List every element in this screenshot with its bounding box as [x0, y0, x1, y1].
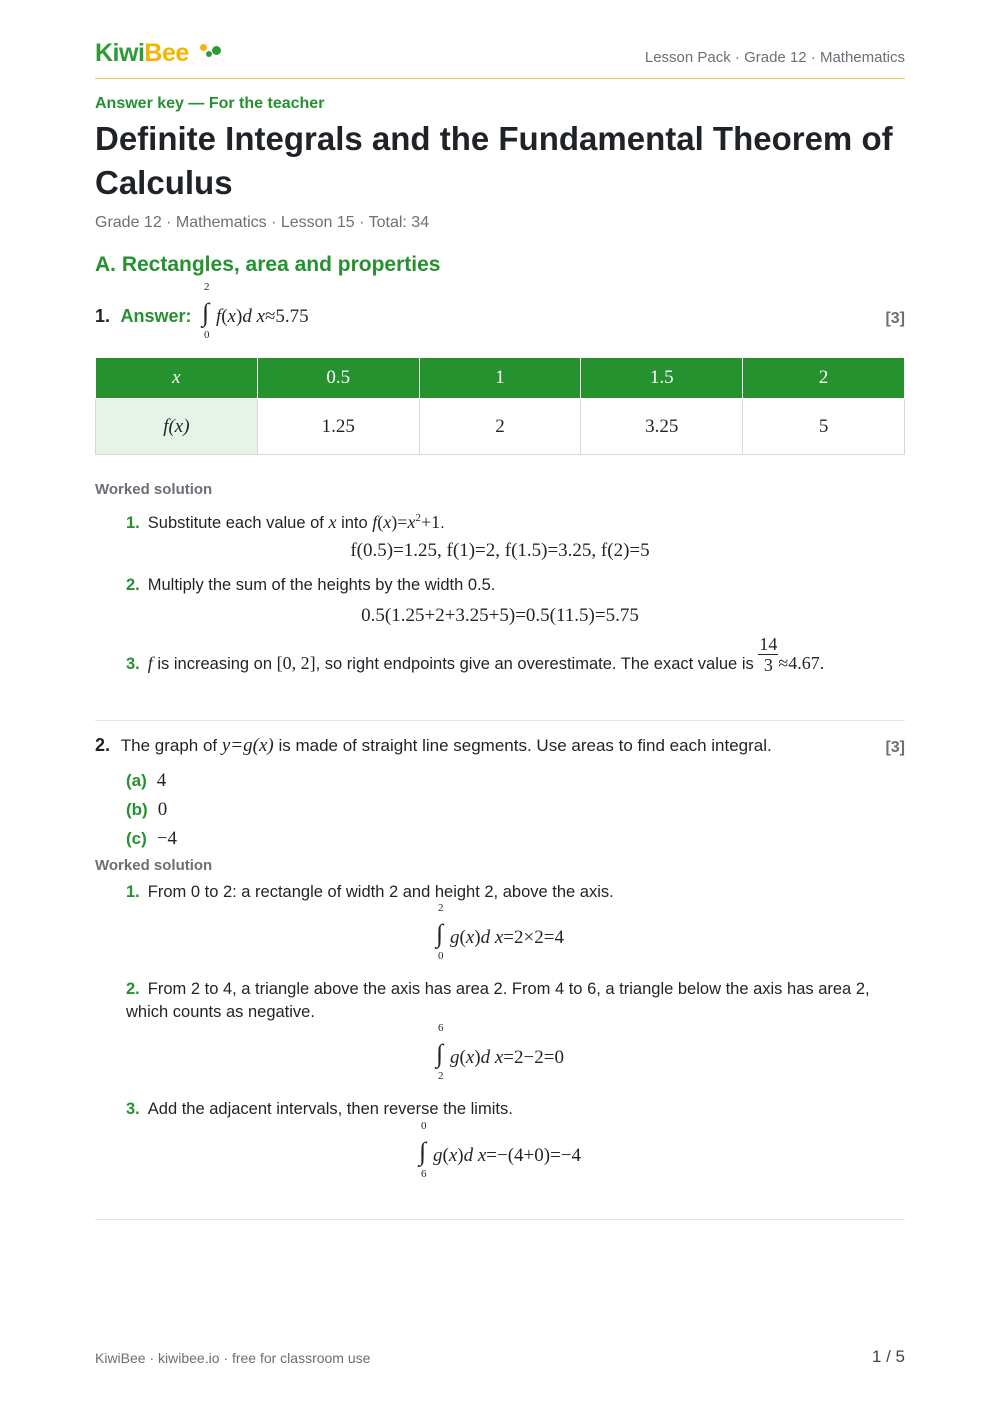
- logo-dots-icon: [200, 42, 224, 60]
- solution-step: 1. Substitute each value of x into $f(x)=x^2+1$.: [126, 512, 445, 532]
- question-1-marks: [3]: [885, 310, 905, 327]
- step-equation: ∫ 6 2 g(x)d x=2−2=0: [436, 1022, 564, 1082]
- question-2-marks: [3]: [885, 739, 905, 756]
- question-number: 1.: [95, 306, 111, 326]
- table-row: [96, 399, 905, 455]
- integral-sign: ∫ 2 0: [201, 281, 210, 341]
- table-cell: 5: [743, 399, 905, 455]
- step-equation: 0.5(1.25+2+3.25+5)=0.5(11.5)=5.75: [361, 605, 639, 626]
- answer-label: Answer:: [120, 306, 192, 326]
- table-cell: 1: [419, 358, 581, 399]
- page-number: 1 / 5: [871, 1347, 905, 1366]
- footer-credit: KiwiBee · kiwibee.io · free for classroom use: [95, 1350, 371, 1366]
- logo-bee-text: Bee: [144, 39, 189, 67]
- values-table: [95, 357, 905, 455]
- part-answer: (c) −4: [126, 828, 177, 849]
- step-equation: f(0.5)=1.25, f(1)=2, f(1.5)=3.25, f(2)=5: [350, 540, 650, 561]
- divider: [95, 1219, 905, 1220]
- page-title: Definite Integrals and the Fundamental Theorem of Calculus: [95, 120, 893, 201]
- kiwibee-logo: [95, 39, 189, 68]
- breadcrumb: Lesson Pack · Grade 12 · Mathematics: [644, 49, 905, 66]
- question-2-stem: 2. The graph of y=g(x) is made of straight line segments. Use areas to find each integral.: [95, 735, 772, 756]
- logo-kiwi-text: Kiwi: [95, 39, 145, 67]
- table-header-x: x: [96, 358, 258, 399]
- table-cell: 2: [743, 358, 905, 399]
- question-number: 2.: [95, 735, 111, 755]
- solution-step: 2. Multiply the sum of the heights by the width 0.5.: [126, 576, 496, 594]
- answer-expression: ∫ 2 0 f(x)d x≈5.75: [201, 281, 309, 341]
- step-equation: ∫ 0 6 g(x)d x=−(4+0)=−4: [418, 1120, 581, 1180]
- table-header-fx: f(x): [96, 399, 258, 455]
- part-answer: (a) 4: [126, 770, 167, 791]
- lesson-meta: Grade 12 · Mathematics · Lesson 15 · Total: 34: [95, 214, 430, 231]
- page-header: [95, 36, 905, 79]
- solution-step: 2. From 2 to 4, a triangle above the axis has area 2. From 4 to 6, a triangle below the axis has area 2, which counts as negative.: [126, 980, 870, 1021]
- step-equation: ∫ 2 0 g(x)d x=2×2=4: [436, 902, 564, 962]
- divider: [95, 720, 905, 721]
- answer-key-label: Answer key — For the teacher: [95, 95, 325, 112]
- solution-step: 3. Add the adjacent intervals, then reverse the limits.: [126, 1100, 513, 1118]
- fraction: $\frac{14}{3}$: [759, 634, 778, 676]
- table-row: [96, 358, 905, 399]
- section-heading: A. Rectangles, area and properties: [95, 253, 441, 276]
- part-answer: (b) 0: [126, 799, 168, 820]
- solution-step: 1. From 0 to 2: a rectangle of width 2 and height 2, above the axis.: [126, 883, 614, 901]
- table-cell: 3.25: [581, 399, 743, 455]
- solution-step: 3. f is increasing on [0, 2], so right endpoints give an overestimate. The exact value is $\frac{14}{3}$ ≈4.67.: [126, 634, 825, 676]
- table-cell: 2: [419, 399, 581, 455]
- worked-solution-label: Worked solution: [95, 857, 213, 874]
- table-cell: 1.25: [257, 399, 419, 455]
- question-1-answer: [95, 281, 309, 341]
- table-cell: 0.5: [257, 358, 419, 399]
- table-cell: 1.5: [581, 358, 743, 399]
- worked-solution-label: Worked solution: [95, 481, 213, 498]
